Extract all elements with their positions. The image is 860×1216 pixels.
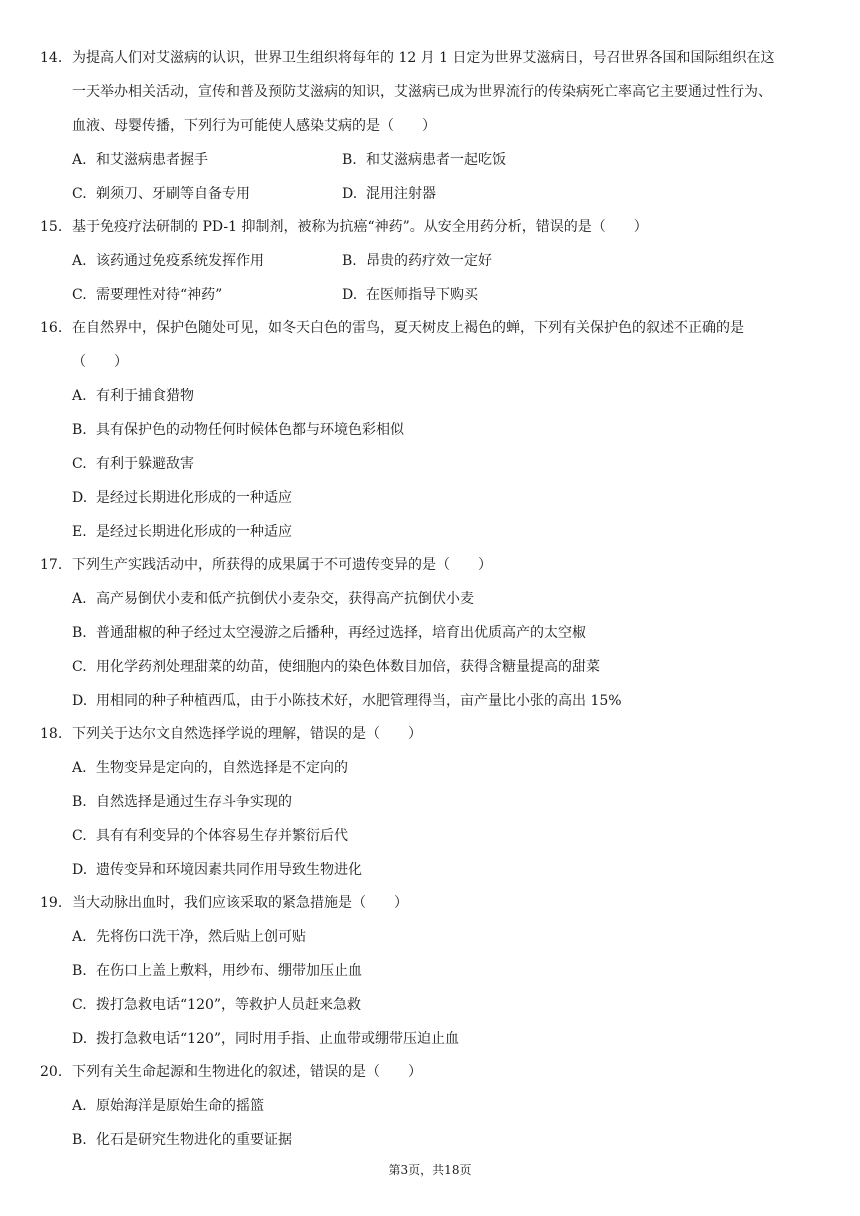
question-number: 15. [40, 219, 63, 235]
option-a: A. 和艾滋病患者握手 [72, 152, 208, 168]
question-stem [72, 717, 828, 751]
question-number: 19. [40, 895, 63, 911]
option-a: A. 有利于捕食猎物 [72, 388, 194, 404]
stem-line: 下列关于达尔文自然选择学说的理解，错误的是（ ） [72, 726, 422, 742]
option-d: D. 遗传变异和环境因素共同作用导致生物进化 [72, 862, 362, 878]
option-b: B. 自然选择是通过生存斗争实现的 [72, 794, 292, 810]
option-a: A. 高产易倒伏小麦和低产抗倒伏小麦杂交，获得高产抗倒伏小麦 [72, 591, 474, 607]
option-c: C. 用化学药剂处理甜菜的幼苗，使细胞内的染色体数目加倍，获得含糖量提高的甜菜 [72, 659, 600, 675]
question-number: 20. [40, 1064, 63, 1080]
option-b: B. 化石是研究生物进化的重要证据 [72, 1132, 292, 1148]
question-number: 17. [40, 557, 63, 573]
question-stem [72, 311, 828, 379]
option-a: A. 先将伤口洗干净，然后贴上创可贴 [72, 929, 306, 945]
question-number: 16. [40, 320, 63, 336]
option-d: D. 拨打急救电话“120”，同时用手指、止血带或绷带压迫止血 [72, 1031, 460, 1047]
page-footer: 第3页，共18页 [388, 1163, 472, 1177]
option-b: B. 和艾滋病患者一起吃饭 [342, 152, 506, 168]
option-b: B. 普通甜椒的种子经过太空漫游之后播种，再经过选择，培育出优质高产的太空椒 [72, 625, 586, 641]
option-c: C. 有利于躲避敌害 [72, 456, 194, 472]
question-stem [72, 548, 828, 582]
option-c: C. 拨打急救电话“120”，等救护人员赶来急救 [72, 997, 362, 1013]
option-c: C. 具有有利变异的个体容易生存并繁衍后代 [72, 828, 348, 844]
option-d: D. 混用注射器 [342, 186, 436, 202]
option-a: A. 该药通过免疫系统发挥作用 [72, 253, 264, 269]
stem-line: 一天举办相关活动，宣传和普及预防艾滋病的知识，艾滋病已成为世界流行的传染病死亡率高它主要通过性行为、 [72, 84, 772, 100]
option-d: D. 在医师指导下购买 [342, 287, 478, 303]
option-b: B. 在伤口上盖上敷料，用纱布、绷带加压止血 [72, 963, 362, 979]
stem-line: 基于免疫疗法研制的 PD-1 抑制剂，被称为抗癌“神药”。从安全用药分析，错误的是（ ） [72, 219, 648, 235]
option-b: B. 具有保护色的动物任何时候体色都与环境色彩相似 [72, 422, 404, 438]
stem-line: 在自然界中，保护色随处可见，如冬天白色的雷鸟，夏天树皮上褐色的蝉，下列有关保护色的叙述不正确的是 [72, 320, 744, 336]
stem-line: 下列有关生命起源和生物进化的叙述，错误的是（ ） [72, 1064, 422, 1080]
option-c: C. 需要理性对待“神药” [72, 287, 223, 303]
question-number: 18. [40, 726, 63, 742]
stem-line: 当大动脉出血时，我们应该采取的紧急措施是（ ） [72, 895, 408, 911]
option-d: D. 是经过长期进化形成的一种适应 [72, 490, 292, 506]
question-stem [72, 41, 828, 143]
stem-line: （ ） [72, 354, 128, 370]
option-a: A. 生物变异是定向的，自然选择是不定向的 [72, 760, 348, 776]
question-stem [72, 886, 828, 920]
question-stem [72, 210, 828, 244]
option-b: B. 昂贵的药疗效一定好 [342, 253, 492, 269]
stem-line: 为提高人们对艾滋病的认识，世界卫生组织将每年的 12 月 1 日定为世界艾滋病日，号召世界各国和国际组织在这 [72, 50, 775, 66]
option-c: C. 剃须刀、牙刷等自备专用 [72, 186, 250, 202]
option-e: E. 是经过长期进化形成的一种适应 [72, 524, 292, 540]
option-a: A. 原始海洋是原始生命的摇篮 [72, 1098, 264, 1114]
question-number: 14. [40, 50, 63, 66]
stem-line: 血液、母婴传播，下列行为可能使人感染艾病的是（ ） [72, 118, 436, 134]
stem-line: 下列生产实践活动中，所获得的成果属于不可遗传变异的是（ ） [72, 557, 492, 573]
option-d: D. 用相同的种子种植西瓜，由于小陈技术好，水肥管理得当，亩产量比小张的高出 15% [72, 693, 622, 709]
question-stem [72, 1055, 828, 1089]
